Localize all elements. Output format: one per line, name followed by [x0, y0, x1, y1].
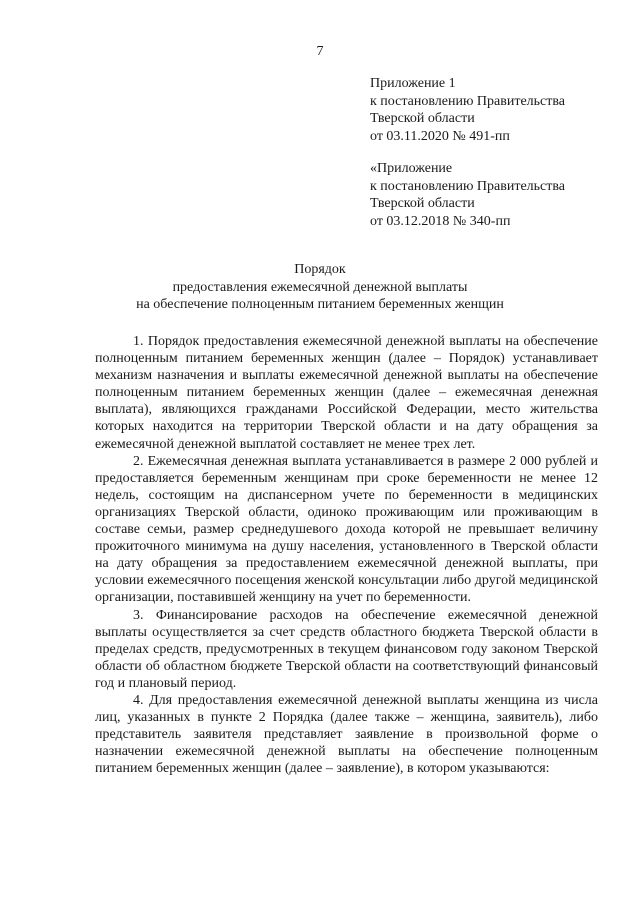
title-subline: на обеспечение полноценным питанием беременных женщин: [136, 297, 504, 312]
appendix-date-number: от 03.12.2018 № 340-пп: [370, 213, 511, 229]
document-body: [95, 333, 598, 777]
appendix-header-original: [370, 160, 565, 230]
paragraph-3: 3. Финансирование расходов на обеспечение ежемесячной денежной выплаты осуществляется за счет средств областного бюджета Тверской области в пределах средств, предусмотренных в текущем финансовом году законом Тверской области об областном бюджете Тверской области на соответствующий финансовый год и плановый период.: [95, 607, 598, 691]
document-title: [0, 261, 640, 314]
title-subline: предоставления ежемесячной денежной выплаты: [172, 279, 468, 295]
appendix-line: к постановлению Правительства: [370, 178, 566, 194]
paragraph-4: 4. Для предоставления ежемесячной денежной выплаты женщина из числа лиц, указанных в пункте 2 Порядка (далее также – женщина, заявитель), либо представитель заявителя представляет заявление в произвольной форме о назначении ежемесячной денежной выплаты на обеспечение полноценным питанием беременных женщин (далее – заявление), в котором указываются:: [95, 692, 598, 777]
appendix-line: Тверской области: [370, 111, 475, 126]
appendix-header-current: [370, 75, 565, 145]
appendix-title: Приложение 1: [370, 76, 456, 91]
paragraph-1: 1. Порядок предоставления ежемесячной денежной выплаты на обеспечение полноценным питанием беременных женщин (далее – Порядок) устанавливает механизм назначения и выплаты ежемесячной денежной выплаты на обеспечение полноценным питанием беременных женщин (далее – ежемесячная денежная выплата), являющихся гражданами Российской Федерации, место жительства которых находится на территории Тверской области и на дату обращения за ежемесячной денежной выплатой составляет не менее трех лет.: [95, 334, 598, 452]
appendix-line: к постановлению Правительства: [370, 93, 566, 109]
appendix-title: «Приложение: [370, 161, 453, 176]
appendix-date-number: от 03.11.2020 № 491-пп: [370, 128, 510, 144]
title-heading: Порядок: [294, 262, 346, 277]
paragraph-2: 2. Ежемесячная денежная выплата устанавливается в размере 2 000 рублей и предоставляется беременным женщинам при сроке беременности не менее 12 недель, состоящим на диспансерном учете по беременности в медицинских организациях Тверской области, одиноко проживающим или проживающим в составе семьи, размер среднедушевого дохода которой не превышает величину прожиточного минимума на душу населения, установленного в Тверской области на дату обращения за предоставлением ежемесячной денежной выплаты, при условии ежемесячного посещения женской консультации либо другой медицинской организации, поставившей женщину на учет по беременности.: [95, 453, 598, 606]
page-number: 7: [316, 44, 324, 59]
appendix-line: Тверской области: [370, 196, 475, 211]
